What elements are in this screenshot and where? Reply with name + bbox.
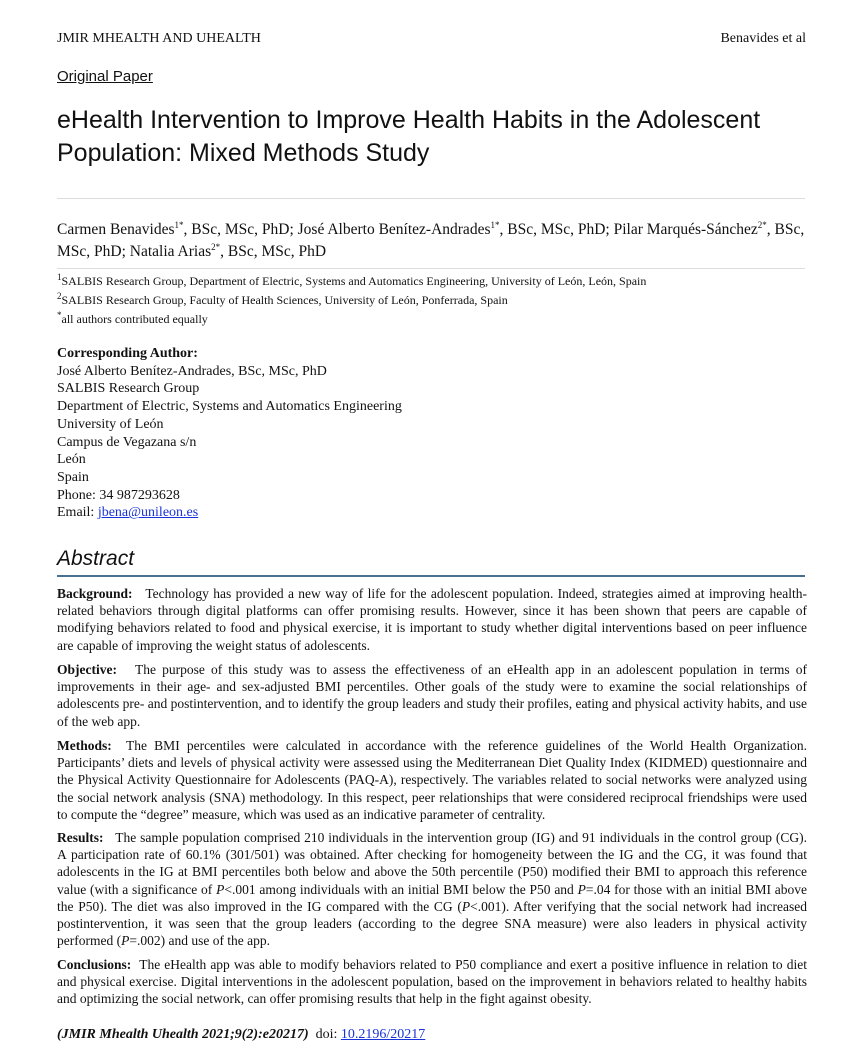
divider <box>57 268 805 269</box>
results-text: =.04 for those with an initial BMI above the P50). The diet was also improved in the IG compared with the CG ( <box>57 881 807 914</box>
p-value-symbol: P <box>577 881 586 897</box>
results-text: =.002) and use of the app. <box>129 933 271 949</box>
affiliation-text: SALBIS Research Group, Faculty of Health Sciences, University of León, Ponferrada, Spain <box>61 293 508 307</box>
abstract-divider <box>57 575 805 577</box>
section-label: Original Paper <box>57 68 153 85</box>
p-value-symbol: P <box>461 898 471 914</box>
corresponding-author-block <box>57 345 402 522</box>
author-degrees: , BSc, MSc, PhD; <box>57 221 805 260</box>
citation-line <box>57 1027 425 1043</box>
author-affiliation-mark: 1* <box>490 219 500 230</box>
author-list <box>57 219 817 263</box>
corresponding-author-label: Corresponding Author: <box>57 346 198 361</box>
author-affiliation-mark: 1* <box>174 219 184 230</box>
affiliation <box>57 292 817 309</box>
author-degrees: , BSc, MSc, PhD; <box>183 221 298 238</box>
objective-text: The purpose of this study was to assess the effectiveness of an eHealth app in an adolescent population in terms of improvements in their age- and sex-adjusted BMI percentiles. Other goals of the study were to examine the social relationships of adolescents pre- and postintervention, and to identify the group leaders and study their profiles, eating and physical activity habits, and use of the web app. <box>57 662 807 729</box>
results-label: Results: <box>57 830 104 845</box>
author-name: Carmen Benavides <box>57 221 175 238</box>
corresponding-line: Spain <box>57 469 89 485</box>
results-text: <.001 among individuals with an initial BMI below the P50 and <box>224 881 578 897</box>
author-affiliation-mark: 2* <box>211 241 221 252</box>
corresponding-line: León <box>57 452 86 468</box>
methods-label: Methods: <box>57 738 112 753</box>
citation-reference: (JMIR Mhealth Uhealth 2021;9(2):e20217) <box>57 1027 309 1042</box>
affiliation <box>57 311 817 328</box>
affiliation-text: SALBIS Research Group, Department of Electric, Systems and Automatics Engineering, University of León, León, Spain <box>61 274 647 288</box>
abstract-results <box>57 829 807 949</box>
results-text: <.001). After verifying that the social network had increased postintervention, it was seen that the group leaders (according to the degree SNA measure) were also leaders in physical activity performed ( <box>57 898 807 949</box>
author-degrees: , BSc, MSc, PhD; <box>499 221 614 238</box>
corresponding-line: Department of Electric, Systems and Automatics Engineering <box>57 399 402 415</box>
affiliation-mark: 2 <box>57 291 62 301</box>
paper-title: eHealth Intervention to Improve Health Habits in the Adolescent Population: Mixed Methods Study <box>57 106 761 167</box>
conclusions-label: Conclusions: <box>57 957 132 972</box>
divider <box>57 198 805 199</box>
corresponding-line: University of León <box>57 416 164 432</box>
abstract-conclusions <box>57 956 807 1008</box>
email-link[interactable]: jbena@unileon.es <box>97 505 199 521</box>
background-text: Technology has provided a new way of life for the adolescent population. Indeed, strategies aimed at improving health-related behaviors through digital platforms can offer promising results. However, since it has been shown that peers are capable of modifying behaviors related to food and physical exercise, it is important to study whether digital interventions based on peer influence are capable of improving the weight status of adolescents. <box>57 586 807 653</box>
abstract-methods <box>57 737 807 823</box>
email-label: Email: <box>57 505 98 521</box>
author-degrees: , BSc, MSc, PhD <box>220 243 327 260</box>
author-name: José Alberto Benítez-Andrades <box>297 221 491 238</box>
affiliation-mark: * <box>57 310 62 320</box>
abstract-objective <box>57 661 807 730</box>
journal-header: JMIR MHEALTH AND UHEALTH <box>57 31 261 46</box>
corresponding-line: Campus de Vegazana s/n <box>57 434 197 450</box>
affiliation-mark: 1 <box>57 272 62 282</box>
results-text: The sample population comprised 210 individuals in the intervention group (IG) and 91 individuals in the control group (CG). A participation rate of 60.1% (301/501) was obtained. After checking for homogeneity between the IG and the CG, it was found that adolescents in the IG at BMI percentiles both below and above the 50th percentile (P50) modified their BMI to approach this reference value (with a significance of <box>57 830 807 897</box>
author-affiliation-mark: 2* <box>757 219 767 230</box>
corresponding-line: SALBIS Research Group <box>57 381 200 397</box>
corresponding-line: Phone: 34 987293628 <box>57 487 180 503</box>
affiliation <box>57 273 817 290</box>
doi-label: doi: <box>315 1027 338 1042</box>
p-value-symbol: P <box>216 881 225 897</box>
abstract-background <box>57 585 807 654</box>
methods-text: The BMI percentiles were calculated in accordance with the reference guidelines of the World Health Organization. Participants’ diets and levels of physical activity were assessed using the Mediterranean Diet Quality Index (KIDMED) questionnaire and the Physical Activity Questionnaire for Adolescents (PAQ-A), respectively. The variables related to social networks were analyzed using the social network analysis (SNA) methodology. In this respect, peer relationships that were considered reciprocal friendships were used to compute the “degree” measure, which was used as an indicative parameter of centrality. <box>57 738 807 822</box>
objective-label: Objective: <box>57 662 117 677</box>
author-name: Natalia Arias <box>129 243 212 260</box>
author-name: Pilar Marqués-Sánchez <box>613 221 758 238</box>
running-author-header: Benavides et al <box>720 31 806 46</box>
conclusions-text: The eHealth app was able to modify behaviors related to P50 compliance and exert a positive influence in relation to diet and physical exercise. Digital interventions in the adolescent population, based on the improvement in behaviors related to healthy habits and optimizing the social network, can offer promising results that help in the fight against obesity. <box>57 957 808 1007</box>
affiliation-text: all authors contributed equally <box>61 312 208 326</box>
email-line <box>57 504 402 522</box>
p-value-symbol: P <box>121 933 130 949</box>
abstract-heading: Abstract <box>57 547 135 570</box>
corresponding-line: José Alberto Benítez-Andrades, BSc, MSc, PhD <box>57 363 327 379</box>
background-label: Background: <box>57 586 133 601</box>
doi-link[interactable]: 10.2196/20217 <box>340 1027 426 1042</box>
